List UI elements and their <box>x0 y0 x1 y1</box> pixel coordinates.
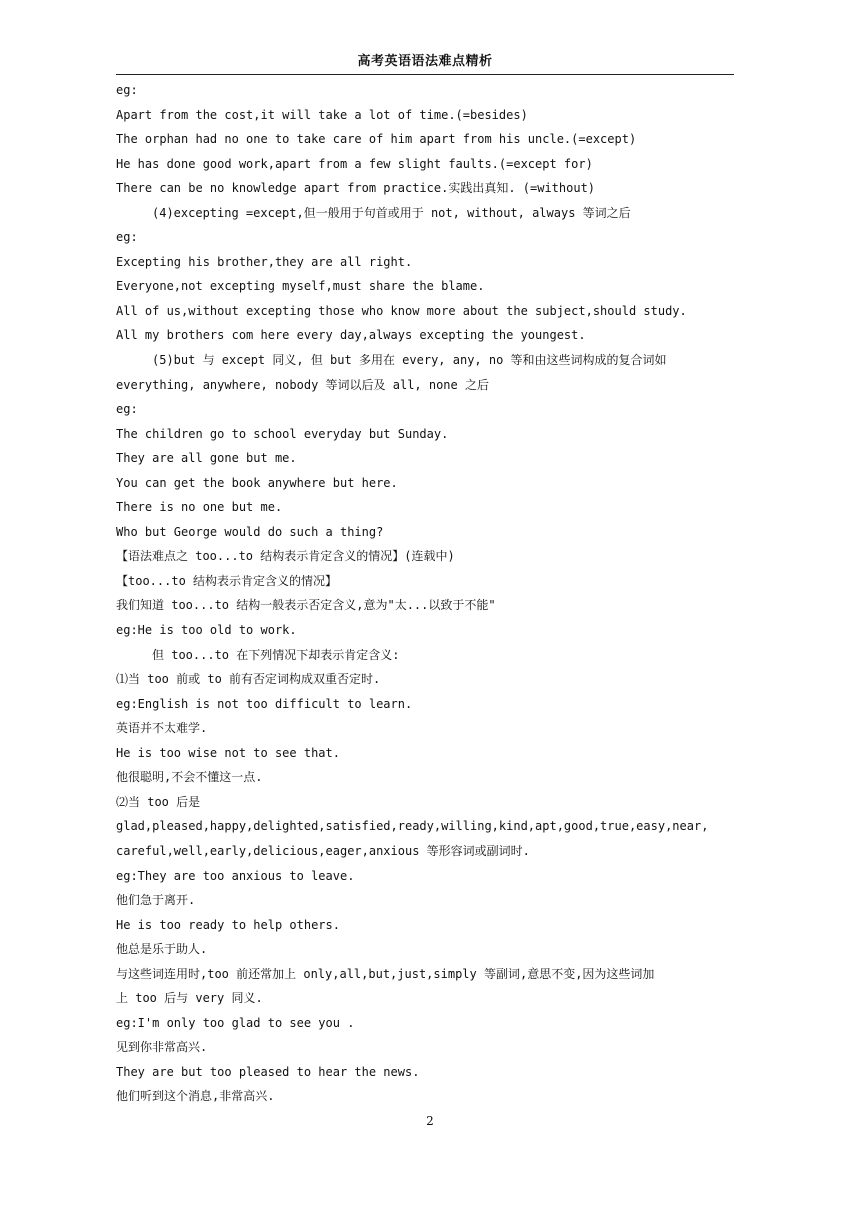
text-line: They are but too pleased to hear the news. <box>116 1064 420 1079</box>
text-line: He has done good work,apart from a few slight faults.(=except for) <box>116 156 593 171</box>
text-line: eg: <box>116 83 138 97</box>
page-number: 2 <box>426 1114 434 1128</box>
text-line: He is too wise not to see that. <box>116 745 340 760</box>
text-line: eg: <box>116 230 138 245</box>
document-title: 高考英语语法难点精析 <box>357 54 493 69</box>
text-line: Everyone,not excepting myself,must share the blame. <box>116 279 485 294</box>
text-line: 他们听到这个消息,非常高兴. <box>116 1089 275 1104</box>
text-line: Apart from the cost,it will take a lot of time.(=besides) <box>116 107 528 122</box>
text-line: The orphan had no one to take care of him apart from his uncle.(=except) <box>116 132 637 147</box>
text-line: ⑴当 too 前或 to 前有否定词构成双重否定时. <box>116 672 381 687</box>
text-line: 与这些词连用时,too 前还常加上 only,all,but,just,simply 等副词,意思不变,因为这些词加 <box>116 966 655 981</box>
text-line: eg:He is too old to work. <box>116 623 297 638</box>
text-line: 【too...to 结构表示肯定含义的情况】 <box>116 573 338 588</box>
document-body <box>116 78 738 1109</box>
text-line: All my brothers com here every day,always excepting the youngest. <box>116 328 586 343</box>
text-line: eg:They are too anxious to leave. <box>116 868 355 883</box>
text-line: 他总是乐于助人. <box>116 942 208 957</box>
text-line: You can get the book anywhere but here. <box>116 475 398 490</box>
page-header <box>116 52 734 75</box>
text-line: 他们急于离开. <box>116 893 196 908</box>
text-line: Excepting his brother,they are all right. <box>116 254 413 269</box>
text-line: 我们知道 too...to 结构一般表示否定含义,意为"太...以致于不能" <box>116 598 496 613</box>
text-line: There is no one but me. <box>116 500 283 515</box>
text-line: 【语法难点之 too...to 结构表示肯定含义的情况】(连载中) <box>116 549 455 564</box>
text-line: He is too ready to help others. <box>116 917 340 932</box>
text-line: There can be no knowledge apart from practice.实践出真知. (=without) <box>116 181 596 196</box>
text-line: 见到你非常高兴. <box>116 1040 208 1055</box>
text-line: All of us,without excepting those who know more about the subject,should study. <box>116 303 687 318</box>
text-line: The children go to school everyday but Sunday. <box>116 426 449 441</box>
text-line: 英语并不太难学. <box>116 721 208 736</box>
text-line: 上 too 后与 very 同义. <box>116 991 263 1006</box>
text-line: (5)but 与 except 同义, 但 but 多用在 every, any, no 等和由这些词构成的复合词如 <box>152 353 667 368</box>
text-line: eg: <box>116 402 138 417</box>
text-line: eg:I'm only too glad to see you . <box>116 1015 355 1030</box>
text-line: (4)excepting =except,但一般用于句首或用于 not, without, always 等词之后 <box>152 205 631 220</box>
text-line: Who but George would do such a thing? <box>116 524 384 539</box>
text-line: everything, anywhere, nobody 等词以后及 all, none 之后 <box>116 377 489 392</box>
text-line: eg:English is not too difficult to learn. <box>116 696 413 711</box>
text-line: 他很聪明,不会不懂这一点. <box>116 770 263 785</box>
text-line: They are all gone but me. <box>116 451 297 466</box>
text-line: 但 too...to 在下列情况下却表示肯定含义: <box>152 647 400 662</box>
text-line: careful,well,early,delicious,eager,anxious 等形容词或副词时. <box>116 843 530 858</box>
text-line: ⑵当 too 后是 <box>116 794 201 809</box>
text-line: glad,pleased,happy,delighted,satisfied,ready,willing,kind,apt,good,true,easy,near, <box>116 819 709 834</box>
